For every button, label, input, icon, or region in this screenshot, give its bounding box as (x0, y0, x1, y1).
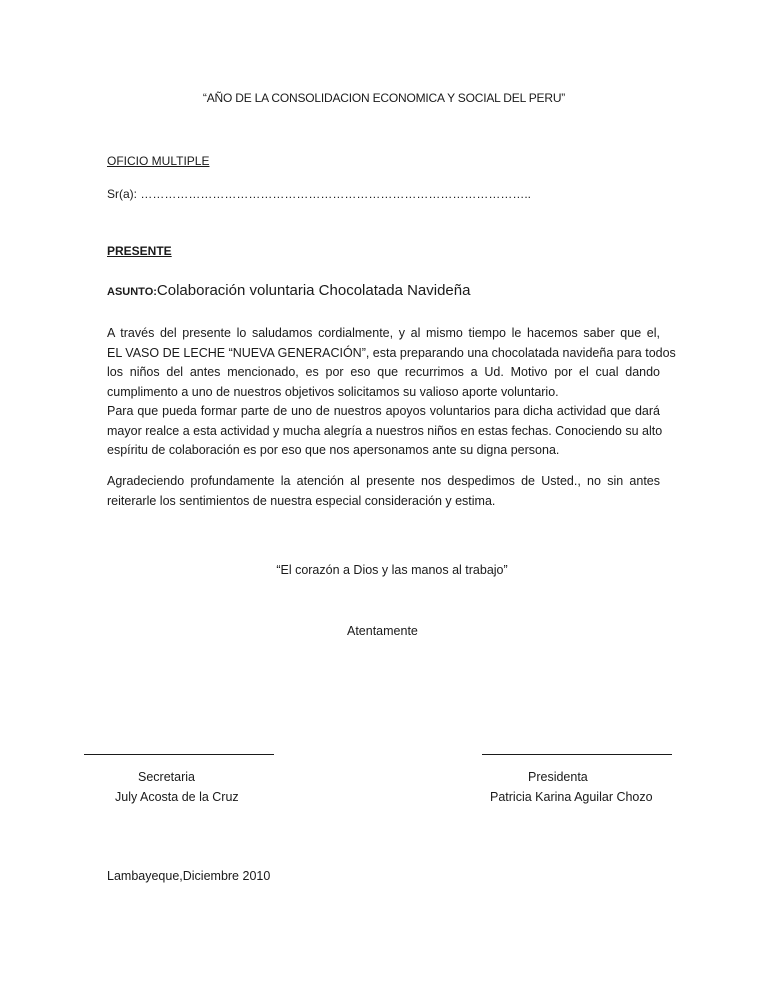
asunto-label: ASUNTO: (107, 286, 157, 298)
body-paragraph-1 (107, 324, 676, 461)
asunto-line (107, 282, 470, 299)
paragraph-line: los niños del antes mencionado, es por eso que recurrimos a Ud. Motivo por el cual dando (107, 365, 660, 379)
signer-role-right: Presidenta (528, 770, 588, 784)
presente-label: PRESENTE (107, 244, 172, 258)
recipient-line: Sr(a): …………………………………………………………………………………….. (107, 187, 532, 201)
document-heading: “AÑO DE LA CONSOLIDACION ECONOMICA Y SOCIAL DEL PERU” (202, 91, 566, 105)
paragraph-line: Agradeciendo profundamente la atención al presente nos despedimos de Usted., no sin antes (107, 474, 660, 488)
paragraph-line: A través del presente lo saludamos cordialmente, y al mismo tiempo le hacemos saber que el, (107, 326, 660, 340)
closing: Atentamente (347, 624, 418, 638)
paragraph-line: EL VASO DE LECHE “NUEVA GENERACIÓN”, esta preparando una chocolatada navideña para todos (107, 345, 676, 360)
signer-role-left: Secretaria (138, 770, 195, 784)
paragraph-line: Para que pueda formar parte de uno de nuestros apoyos voluntarios para dicha actividad que dará (107, 404, 660, 418)
paragraph-line: mayor realce a esta actividad y mucha alegría a nuestros niños en estas fechas. Conociendo su alto (107, 423, 663, 438)
signature-line-left (84, 754, 274, 755)
signer-name-right: Patricia Karina Aguilar Chozo (490, 790, 653, 804)
paragraph-line: reiterarle los sentimientos de nuestra especial consideración y estima. (107, 493, 496, 508)
paragraph-line: espíritu de colaboración es por eso que nos apersonamos ante su digna persona. (107, 443, 560, 457)
paragraph-line: cumplimento a uno de nuestros objetivos solicitamos su valioso aporte voluntario. (107, 384, 559, 399)
body-paragraph-2 (107, 472, 660, 511)
signature-line-right (482, 754, 672, 755)
oficio-title: OFICIO MULTIPLE (107, 154, 210, 168)
motto: “El corazón a Dios y las manos al trabajo” (276, 563, 508, 577)
asunto-text: Colaboración voluntaria Chocolatada Navideña (156, 282, 471, 299)
place-date: Lambayeque,Diciembre 2010 (107, 869, 271, 883)
signer-name-left: July Acosta de la Cruz (115, 790, 239, 804)
